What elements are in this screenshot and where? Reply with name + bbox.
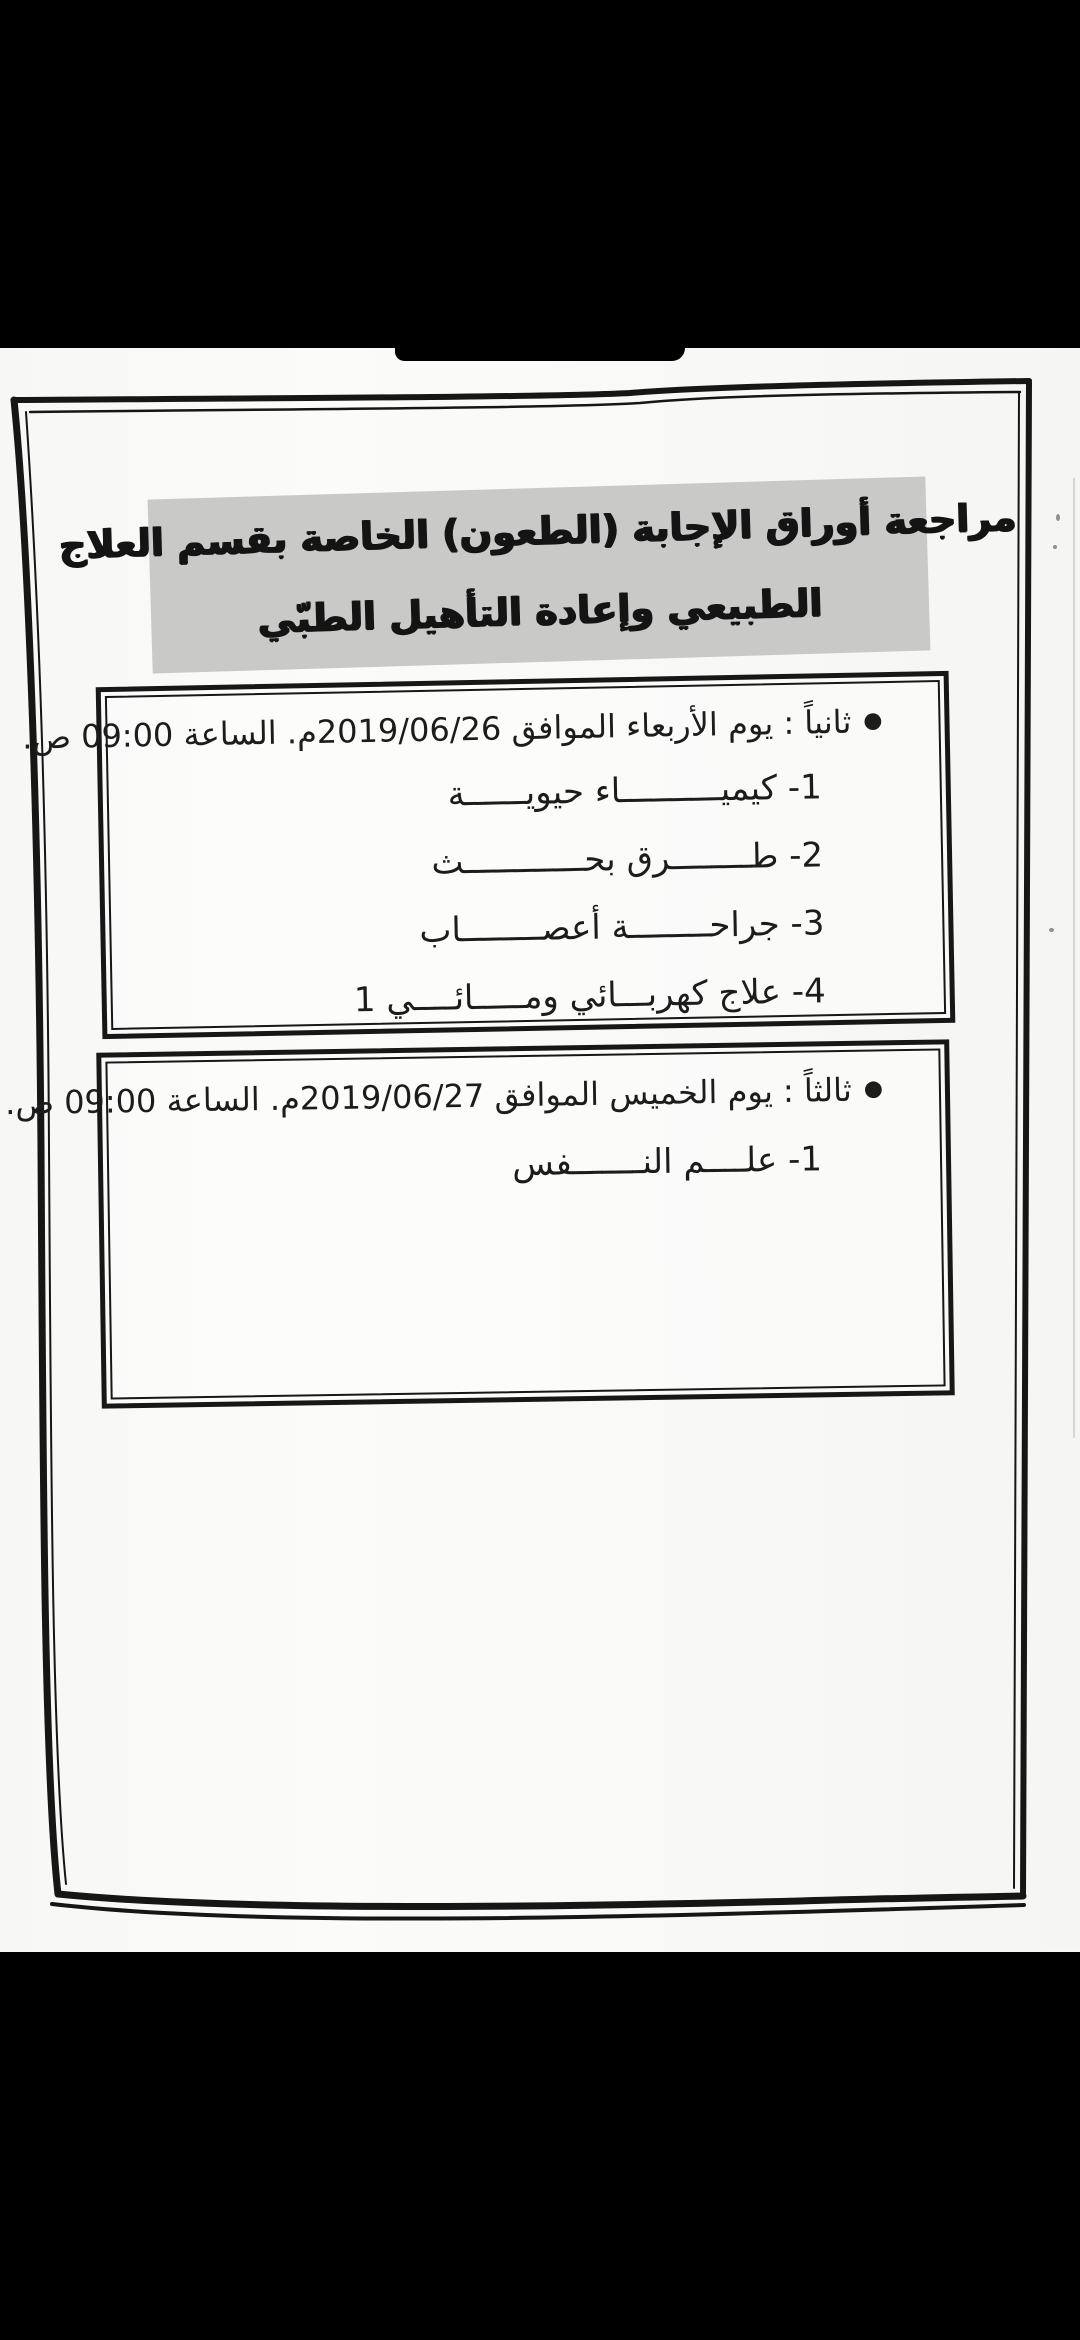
section-heading-row	[4, 1064, 946, 1130]
schedule-box-thursday	[4, 1039, 954, 1408]
top-letterbox	[0, 0, 1080, 348]
schedule-box-wednesday	[21, 671, 956, 1039]
schedule-item: 3- جراحــــــــة أعصــــــــاب	[419, 903, 825, 952]
banner-title-line-1: مراجعة أوراق الإجابة (الطعون) الخاصة بقسم العلاج	[58, 494, 1018, 568]
scan-speck	[1049, 928, 1054, 932]
section-heading-row	[21, 696, 945, 765]
scan-speck	[1053, 545, 1057, 549]
schedule-item: 2- طــــــــرق بحــــــــــــث	[430, 835, 824, 883]
scan-speck	[1056, 514, 1060, 521]
banner-title-line-2: الطبيعي وإعادة التأهيل الطبّي	[257, 580, 824, 642]
section-heading: ثالثاً : يوم الخميس الموافق 2019/06/27م. الساعة 09:00 ص.	[4, 1070, 853, 1123]
schedule-item: 1- كيميــــــــــاء حيويــــــة	[447, 767, 823, 815]
schedule-box-content	[21, 682, 950, 1034]
bullet-icon: ●	[863, 708, 883, 734]
schedule-item: 4- علاج كهربـــائي ومـــــائــــي 1	[353, 971, 827, 1021]
scanned-document-photo	[0, 348, 1080, 1952]
schedule-box-content	[4, 1050, 949, 1403]
bottom-letterbox	[0, 1952, 1080, 2340]
scan-edge-line	[1073, 478, 1075, 1438]
schedule-item: 1- علــــم النـــــــفس	[511, 1139, 823, 1185]
header-banner	[58, 476, 1018, 673]
bullet-icon: ●	[863, 1076, 884, 1102]
section-heading: ثانياً : يوم الأربعاء الموافق 2019/06/26م. الساعة 09:00 ص.	[21, 702, 852, 757]
